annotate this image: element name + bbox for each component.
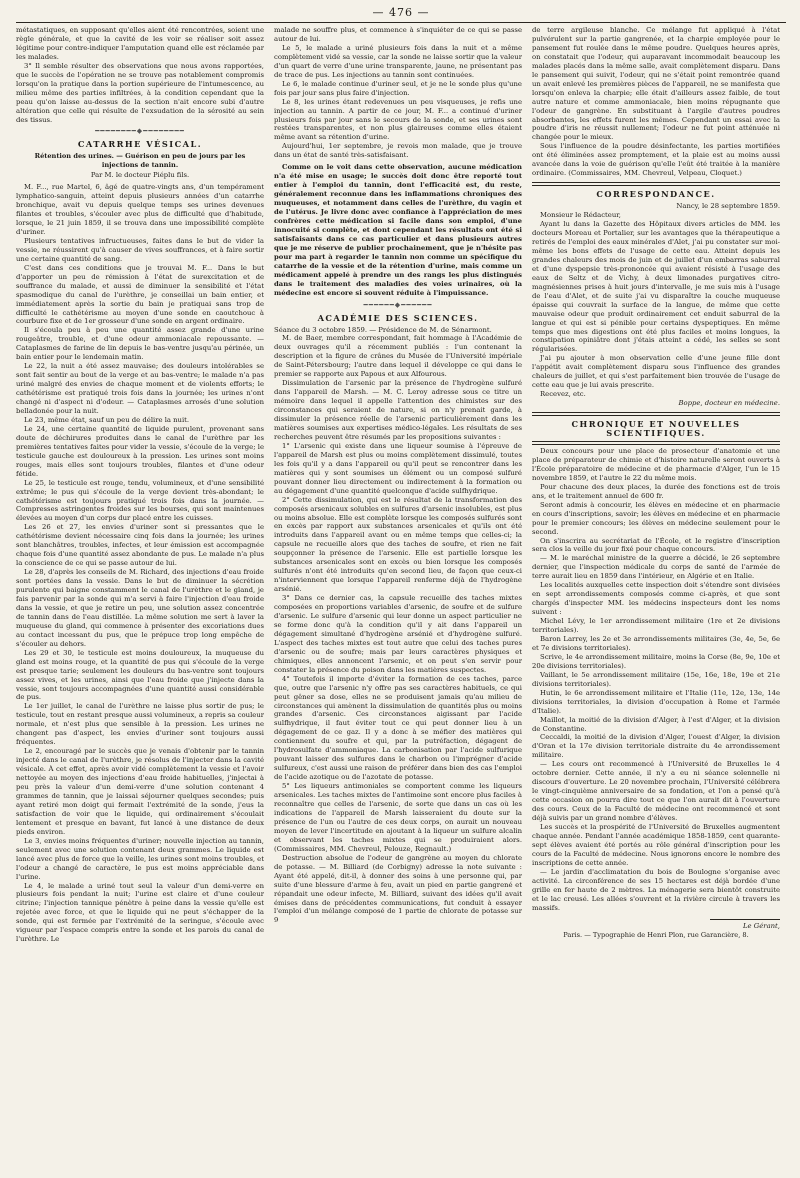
paragraph: Pour chacune des deux places, la durée des fonctions est de trois ans, et le traitement annuel de 600 fr. xyxy=(532,482,780,500)
footer-rule xyxy=(710,919,780,920)
paragraph: — M. le maréchal ministre de la guerre a décidé, le 26 septembre dernier, que l'inspection médicale du corps de santé de l'armée de terre aurait lieu en 1859 dans l'intérieur, en Algérie et en Italie. xyxy=(532,554,780,581)
section-title: CATARRHE VÉSICAL. xyxy=(77,139,203,150)
paragraph: Le 2, encouragé par le succès que je venais d'obtenir par le tannin injecté dans le canal de l'urèthre, je résolus de l'injecter dans la cavité vésicale. À cet effet, après avoir vidé complètement la vessie et l'avoir nettoyée au moyen des injections d'eau froide habituelles, j'injectai à peu près la valeur d'un demi-verre d'une solution contenant 4 grammes de tannin, que je laissai séjourner quelques secondes; puis ayant retiré mon doigt qui fermait l'extrémité de la sonde, j'eus la satisfaction de voir que le liquide, qui ordinairement s'écoulait lentement et presque en bavant, fut lancé à une distance de deux pieds environ. xyxy=(16,747,264,836)
letter-salutation: Monsieur le Rédacteur, xyxy=(540,211,621,220)
paragraph: J'ai pu ajouter à mon observation celle d'une jeune fille dont l'appétit avait complètement disparu sous l'influence des grandes chaleurs de juillet, et qui s'est parfaitement bien trouvée de l'usage de cette eau que je lui avais prescrite. xyxy=(532,354,780,390)
letter-closing: Recevez, etc. xyxy=(540,390,586,399)
paragraph: M. F..., rue Martel, 6, âgé de quatre-vingts ans, d'un tempérament lymphatico-sanguin, atteint depuis plusieurs années d'un catarrhe bronchique, avait vu depuis quelque temps ses urines devenues filantes et troubles, s'écouler avec plus de difficulté que d'habitude, lorsque, le 21 juin 1859, il se trouva dans une impossibilité complète d'uriner. xyxy=(16,183,264,236)
top-rule xyxy=(16,22,786,23)
paragraph: Le 22, la nuit a été assez mauvaise; des douleurs intolérables se sont fait sentir au bout de la verge et au bas-ventre; le malade n'a pas uriné malgré des envies de chaque moment et de violents efforts; le cathétérisme est pratiqué trois fois dans la journée; les urines n'ont changé ni d'aspect ni d'odeur. — Cataplasmes arrosés d'une solution belladonée pour la nuit. xyxy=(16,362,264,415)
column-1 xyxy=(16,26,264,1166)
paragraph: 2° Cette dissimulation, qui est le résultat de la transformation des composés arsenicaux solubles en sulfures d'arsenic insolubles, est plus ou moins absolue. Elle est complète lorsque les composés sulfurés sont en excès par rapport aux substances arsenicales et qu'ils ont été introduits dans l'appareil avant ou en même temps que celles-ci; la capsule ne recueille alors que des taches de soufre, et rien ne fait soupçonner la présence de l'arsenic. Elle est partielle lorsque les substances arsenicales sont en excès ou bien lorsque les composés sulfurés n'ont été introduits qu'en second lieu, de façon que ceux-ci n'interviennent que lorsque l'appareil renferme déjà de l'hydrogène arsénié. xyxy=(274,495,522,594)
conclusion-paragraph: Comme on le voit dans cette observation, aucune médication n'a été mise en usage; le succès doit donc être reporté tout entier à l'emploi du tannin, dont l'efficacité est, du reste, généralement reconnue dans les inflammations chroniques des muqueuses, et notamment dans celles de l'urèthre, du vagin et de l'utérus. Je livre donc avec confiance à l'appréciation de mes confrères cette médication si facile dans son emploi, d'une innocuité si complète, et dont cependant les résultats ont été si satisfaisants dans ce cas particulier et dans plusieurs autres que je me réserve de publier prochainement, que je n'hésite pas pour ma part à regarder le tannin non comme un spécifique du catarrhe de la vessie et de la rétention d'urine, mais comme un médicament appelé à prendre un des rangs les plus distingués dans le traitement des maladies des voies urinaires, où la médecine est encore si souvent réduite à l'impuissance. xyxy=(274,163,522,297)
paragraph: 1° L'arsenic qui existe dans une liqueur soumise à l'épreuve de l'appareil de Marsh est plus ou moins complètement dissimulé, toutes les fois qu'il y a dans l'appareil ou qu'il peut se rencontrer dans les matières qui y sont soumises un élément ou un composé sulfuré pouvant donner lieu directement ou indirectement à la formation ou au dégagement d'une quantité quelconque d'acide sulfhydrique. xyxy=(274,441,522,495)
paragraph: Le 5, le malade a uriné plusieurs fois dans la nuit et a même complètement vidé sa vessie, car la sonde ne laisse sortir que la valeur d'un quart de verre d'une urine transparente, jaune, ne présentant pas de trace de pus. Les injections au tannin sont continuées. xyxy=(274,43,522,79)
section-subtitle: Rétention des urines. — Guérison en peu de jours par les injections de tannin. xyxy=(34,152,246,169)
letter-date: Nancy, le 28 septembre 1859. xyxy=(676,202,780,211)
paragraph: Ayant lu dans la Gazette des Hôpitaux divers articles de MM. les docteurs Moreau et Portalier, sur les avantages que la thérapeutique a retirés de l'emploi des eaux minérales d'Alet, j'ai pu constater sur moi-même les bons effets de l'usage de cette eau. Atteint depuis les grandes chaleurs des mois de juin et de juillet d'un embarras saburral et d'une dyspepsie très-prononcée qui avaient résisté à l'usage des eaux de Seltz et de Vichy, à deux limonades purgatives citro-magnésiennes prises à huit jours d'intervalle, je me suis mis à l'usage de l'eau d'Alet, et de suite j'ai vu disparaître la couche muqueuse épaisse qui couvrait la surface de la langue, de même que cette mauvaise odeur que produit ordinairement cet enduit saburral de la langue et qui est si pénible pour certains dyspeptiques. En même temps que mes digestions ont été plus faciles et moins longues, la constipation opiniâtre dont j'étais atteint a cédé, les selles se sont régularisées. xyxy=(532,220,780,354)
paragraph: Scrive, le 4e arrondissement militaire, moins la Corse (8e, 9e, 10e et 20e divisions territoriales). xyxy=(532,652,780,670)
column-3 xyxy=(532,26,780,1166)
paragraph: Vaillant, le 5e arrondissement militaire (15e, 16e, 18e, 19e et 21e divisions territoriales). xyxy=(532,670,780,688)
double-rule xyxy=(532,441,780,445)
paragraph: Ceccaldi, la moitié de la division d'Alger, l'ouest d'Alger, la division d'Oran et la 17e division territoriale distraite du 4e arrondissement militaire. xyxy=(532,733,780,760)
paragraph: Deux concours pour une place de prosecteur d'anatomie et une place de préparateur de chimie et d'histoire naturelle seront ouverts à l'École préparatoire de médecine et de pharmacie d'Alger, l'un le 15 novembre 1859, et l'autre le 22 du même mois. xyxy=(532,446,780,482)
paragraph: Aujourd'hui, 1er septembre, je revois mon malade, que je trouve dans un état de santé très-satisfaisant. xyxy=(274,142,522,160)
paragraph: Destruction absolue de l'odeur de gangrène au moyen du chlorate de potasse. — M. Billiard (de Corbigny) adresse la note suivante : Ayant été appelé, dit-il, à donner des soins à une personne qui, par suite d'une blessure d'arme à feu, avait un pied en partie gangrené et répandait une odeur infecte, M. Billiard, suivant des idées qu'il avait émises dans de précédentes communications, fut conduit à essayer l'emploi d'un mélange composé de 1 partie de chlorate de potasse sur 9 xyxy=(274,853,522,925)
paragraph: Le 23, même état, sauf un peu de délire la nuit. xyxy=(24,415,190,424)
paragraph: Maillot, la moitié de la division d'Alger, à l'est d'Alger, et la division de Constantine. xyxy=(532,715,780,733)
paragraph: Sous l'influence de la poudre désinfectante, les parties mortifiées ont été éliminées assez promptement, et la plaie est au moins aussi avancée dans la voie de guérison qu'elle l'eût été traitée à la manière ordinaire. (Commissaires, MM. Chevreul, Velpeau, Cloquet.) xyxy=(532,142,780,178)
paragraph: Il s'écoula peu à peu une quantité assez grande d'une urine rougeâtre, trouble, et d'une odeur ammoniacale repoussante. — Cataplasmes de farine de lin depuis le bas-ventre jusqu'au périnée, un bain entier pour le lendemain matin. xyxy=(16,326,264,362)
paragraph: Le 8, les urines étant redevenues un peu visqueuses, je refis une injection au tannin. A partir de ce jour, M. F... a continué d'uriner plusieurs fois par jour sans le secours de la sonde, et ses urines sont restées transparentes, et non plus glaireuses comme elles étaient même avant sa rétention d'urine. xyxy=(274,97,522,142)
session-line: Séance du 3 octobre 1859. — Présidence de M. de Sénarmont. xyxy=(274,325,492,334)
paragraph: Seront admis à concourir, les élèves en médecine et en pharmacie en cours d'inscriptions, savoir; les élèves en médecine et en pharmacie pour le premier concours; les élèves en médecine seulement pour le second. xyxy=(532,500,780,536)
double-rule xyxy=(532,182,780,186)
paragraph: M. de Baer, membre correspondant, fait hommage à l'Académie de deux ouvrages qu'il a récemment publiés : l'un contenant la description et la figure de crânes du Musée de l'Université impériale de Saint-Pétersbourg; l'autre dans lequel il développe ce qui dans le premier se rapporte aux Papous et aux Alfourous. xyxy=(274,334,522,379)
columns xyxy=(16,26,786,1166)
paragraph: Le 25, le testicule est rouge, tendu, volumineux, et d'une sensibilité extrême; le pus qui s'écoule de la verge devient très-abondant; le cathétérisme est toujours pratiqué trois fois dans la journée. — Compresses astringentes froides sur les bourses, qui sont maintenues élevées au moyen d'un corps dur placé entre les cuisses. xyxy=(16,478,264,523)
paragraph: métastatiques, en supposant qu'elles aient été rencontrées, soient une règle générale, et que la cavité de les voir se réaliser soit assez légitime pour contre-indiquer l'amputation quand elle est réclamée par les malades. xyxy=(16,26,264,61)
paragraph: 4° Toutefois il importe d'éviter la formation de ces taches, parce que, outre que l'arsenic n'y offre pas ses caractères habituels, ce qui peut gêner sa dose, elles ne se produisent jamais qu'au milieu de circonstances qui amènent la dissimulation de quantités plus ou moins grandes d'arsenic. Ces circonstances aigissant par l'acide sulfhydrique, il faut éviter tout ce qui peut donner lieu à un dégagement de ce gaz. Il y a donc à se méfier des matières qui contiennent du soufre et qui, par la putréfaction, dégagent de l'hydrosulfate d'ammoniaque. La carbonisation par l'acide sulfurique pouvant laisser des sulfures dans le charbon ou l'imprégner d'acide sulfureux, c'est aussi une raison de préférer dans bien des cas l'emploi de l'acide azotique ou de l'azotate de potasse. xyxy=(274,674,522,782)
paragraph: Les 29 et 30, le testicule est moins douloureux, la muqueuse du gland est moins rouge, et la quantité de pus qui s'écoule de la verge est presque tarie; seulement les douleurs du bas-ventre sont toujours assez vives, et les urines, ainsi que l'eau froide que j'injecte dans la vessie, sont toujours accompagnées d'une quantité aussi considérable de pus. xyxy=(16,648,264,702)
section-title: CHRONIQUE ET NOUVELLES SCIENTIFIQUES. xyxy=(571,419,741,439)
paragraph: 3° Il semble résulter des observations que nous avons rapportées, que le succès de l'opération ne se trouve pas notablement compromis lorsqu'on la pratique dans la portion supérieure de l'intumescence, au milieu même des parties infiltrées, à la condition cependant que la peau qu'on laisse au-dessus de la section n'ait encore subi d'autre altération que celle qui résulte de l'exsudation de la sérosité au sein des tissus. xyxy=(16,61,264,124)
paragraph: Le 6, le malade continue d'uriner seul, et je ne le sonde plus qu'une fois par jour sans plus faire d'injection. xyxy=(274,79,522,97)
double-rule xyxy=(532,412,780,416)
paragraph: Baron Larrey, les 2e et 3e arrondissements militaires (3e, 4e, 5e, 6e et 7e divisions territoriales). xyxy=(532,635,780,652)
paragraph: Le 24, une certaine quantité de liquide purulent, provenant sans doute de déchirures produites dans le canal de l'urèthre par les premières tentatives faites pour vider la vessie, s'écoule de la verge; le testicule gauche est douloureux à la pression. Les urines sont moins rouges, mais elles sont toujours troubles, filantes et d'une odeur fétide. xyxy=(16,424,264,478)
paragraph: 3° Dans ce dernier cas, la capsule recueille des taches mixtes composées en proportions variables d'arsenic, de soufre et de sulfure d'arsenic. Le sulfure d'arsenic qui leur donne un aspect particulier ne se forme donc qu'à la condition qu'il y ait dans l'appareil un dégagement simultané d'hydrogène arsénié et d'hydrogène sulfuré. L'aspect des taches mixtes est tout autre que celui des taches pures d'arsenic ou de soufre; mais par leurs caractères physiques et chimiques, elles annoncent l'arsenic, et on peut s'en servir pour constater la présence du poison dans les matières suspectes. xyxy=(274,594,522,674)
paragraph: — Le jardin d'acclimatation du bois de Boulogne s'organise avec activité. La circonférence de ses 15 hectares est déjà bordée d'une grille en fer haute de 2 mètres. La ménagerie sera bientôt construite et le lac creusé. Les allées s'ouvrent et la rivière circule à travers les massifs. xyxy=(532,867,780,912)
section-title: ACADÉMIE DES SCIENCES. xyxy=(317,312,479,323)
page-number: — 476 — xyxy=(372,6,430,19)
paragraph: Les localités auxquelles cette inspection doit s'étendre sont divisées en sept arrondissements composés comme ci-après, et que sont chargés d'inspecter MM. les médecins inspecteurs dont les noms suivent : xyxy=(532,581,780,617)
column-2 xyxy=(274,26,522,1166)
paragraph: On s'inscrira au secrétariat de l'École, et le registre d'inscription sera clos la veille du jour fixé pour chaque concours. xyxy=(532,536,780,554)
imprint: Paris. — Typographie de Henri Plon, rue Garancière, 8. xyxy=(563,930,749,939)
paragraph: Dissimulation de l'arsenic par la présence de l'hydrogène sulfuré dans l'appareil de Marsh. — M. C. Leroy adresse sous ce titre un mémoire dans lequel il appelle l'attention des chimistes sur des circonstances qui seraient de nature, si on n'y prenait garde, à dissimuler la présence réelle de l'arsenic particulièrement dans les matières soumises aux expertises médico-légales. Les résultats de ses recherches peuvent être résumés par les propositions suivantes : xyxy=(274,379,522,441)
paragraph: 5° Les liqueurs antimoniales se comportent comme les liqueurs arsenicales. Les taches mixtes de l'antimoine sont encore plus faciles à reconnaître que celles de l'arsenic, de sorte que dans un cas où les indications de l'appareil de Marsh laisseraient du doute sur la présence de l'un ou l'autre de ces deux corps, on aurait un nouveau moyen de lever l'incertitude en ajoutant à la liqueur un sulfure alcalin et observant les taches mixtes qui se produiraient alors. (Commissaires, MM. Chevreul, Pelouze, Regnault.) xyxy=(274,782,522,853)
paragraph: Le 1er juillet, le canal de l'urèthre ne laisse plus sortir de pus; le testicule, tout en restant presque aussi volumineux, a repris sa couleur normale, et n'est plus que sensible à la pression. Les urines ne changent pas d'aspect, les envies d'uriner sont toujours aussi fréquentes. xyxy=(16,702,264,747)
letter-signature: Boppe, docteur en médecine. xyxy=(678,399,780,408)
section-title: CORRESPONDANCE. xyxy=(596,189,716,200)
paragraph: Le 3, envies moins fréquentes d'uriner; nouvelle injection au tannin, seulement avec une solution contenant deux grammes. Le liquide est lancé avec plus de force que la veille, les urines sont moins troubles, et l'odeur a changé de caractère, le pus est moins appréciable dans l'urine. xyxy=(16,836,264,881)
paragraph: — Les cours ont recommencé à l'Université de Bruxelles le 4 octobre dernier. Cette année, il n'y a eu ni séance solennelle ni discours d'ouverture. Le 20 novembre prochain, l'Université célébrera le vingt-cinquième anniversaire de sa fondation, et l'on a pensé qu'à cette occasion on pourra dire tout ce que l'on aurait dit à l'ouverture des cours. Ceux de la Faculté de médecine ont recommencé et sont déjà suivis par un grand nombre d'élèves. xyxy=(532,760,780,823)
gerant-label: Le Gérant, xyxy=(743,921,780,930)
paragraph: Michel Lévy, le 1er arrondissement militaire (1re et 2e divisions territoriales). xyxy=(532,617,780,635)
paragraph: Le 28, d'après les conseils de M. Richard, des injections d'eau froide sont portées dans la vessie. Dans le but de diminuer la sécrétion purulente qui baigne constamment le canal de l'urèthre et le gland, je fais parvenir par la sonde qui m'a servi à faire l'injection d'eau froide dans la vessie, et que je retire un peu, une solution assez concentrée de tannin dans de l'eau distillée. La même solution me sert à laver la muqueuse du gland, qui commence à présenter des excoriations dues au contact incessant du pus, que le prépuce trop long empêche de s'écouler au dehors. xyxy=(16,568,264,648)
paragraph: Les succès et la prospérité de l'Université de Bruxelles augmentent chaque année. Pendant l'année académique 1858-1859, cent quarante-sept élèves avaient été portés au rôle général d'inscription pour les cours de la Faculté de médecine. Nous ignorons encore le nombre des inscriptions de cette année. xyxy=(532,823,780,867)
ornament-divider: ━━━━━━━━◆━━━━━━━━ xyxy=(95,127,185,136)
paragraph: de terre argileuse blanche. Ce mélange fut appliqué à l'état pulvérulent sur la partie gangrenée, et la charpie employée pour le pansement fut roulée dans le même poudre. Quelques heures après, on constatait que l'odeur, qui auparavant incommodait beaucoup les malades placés dans la même salle, avait complètement disparu. Dans le pansement qui suivit, l'odeur, qui ne s'était point remontrée quand un avait enlevé les premières pièces de l'appareil, ne se manifesta que lorsqu'on enleva la charpie; elle était d'ailleurs assez faible, de tout autre nature et comme ammoniacale, bien moins répugnante que l'odeur de gangrène. En substituant à l'argile d'autres poudres absorbantes, les effets furent les mêmes. Cependant un essai avec la poudre d'iris ne réussit nullement; l'odeur ne fut point atténuée ni changée pour le mieux. xyxy=(532,26,780,142)
ornament-divider: ━━━━━━◆━━━━━━ xyxy=(363,300,433,309)
paragraph: Les 26 et 27, les envies d'uriner sont si pressantes que le cathétérisme devient nécessaire cinq fois dans la journée; les urines sont blanchâtres, troubles, infectes, et leur émission est accompagnée chaque fois d'une quantité assez abondante de pus. Le malade n'a plus la conscience de ce qui se passe autour de lui. xyxy=(16,523,264,568)
paragraph: Le 4, le malade a uriné tout seul la valeur d'un demi-verre en plusieurs fois pendant la nuit; l'urine est claire et d'une couleur citrine; l'injection tannique pénètre à peine dans la vessie qu'elle est rejetée avec force, et que le liquide qui ne peut s'échapper de la sonde, qui est fermée par l'extrémité de la seringue, s'écoule avec vigueur par l'espace compris entre la sonde et les parois du canal de l'urèthre. Le xyxy=(16,881,264,944)
paragraph: malade ne souffre plus, et commence à s'inquiéter de ce qui se passe autour de lui. xyxy=(274,26,522,43)
paragraph: Plusieurs tentatives infructueuses, faites dans le but de vider la vessie, ne réussirent qu'à causer de vives souffrances, et à faire sortir une certaine quantité de sang. xyxy=(16,236,264,263)
paragraph: C'est dans ces conditions que je trouvai M. F... Dans le but d'apporter un peu de rémission à l'état de surexcitation et de souffrance du malade, et aussi de diminuer la sensibilité et l'état spasmodique du canal de l'urèthre, je conseillai un bain entier, et immédiatement après la sortie du bain je pratiquai sans trop de difficulté le cathétérisme au moyen d'une sonde en caoutchouc à courbure fixe et de 1er grosseur d'une sonde en argent ordinaire. xyxy=(16,263,264,326)
paragraph: Hutin, le 6e arrondissement militaire et l'Italie (11e, 12e, 13e, 14e divisions territoriales, la division d'occupation à Rome et l'armée d'Italie). xyxy=(532,688,780,715)
byline: Par M. le docteur Piéplu fils. xyxy=(90,171,190,180)
